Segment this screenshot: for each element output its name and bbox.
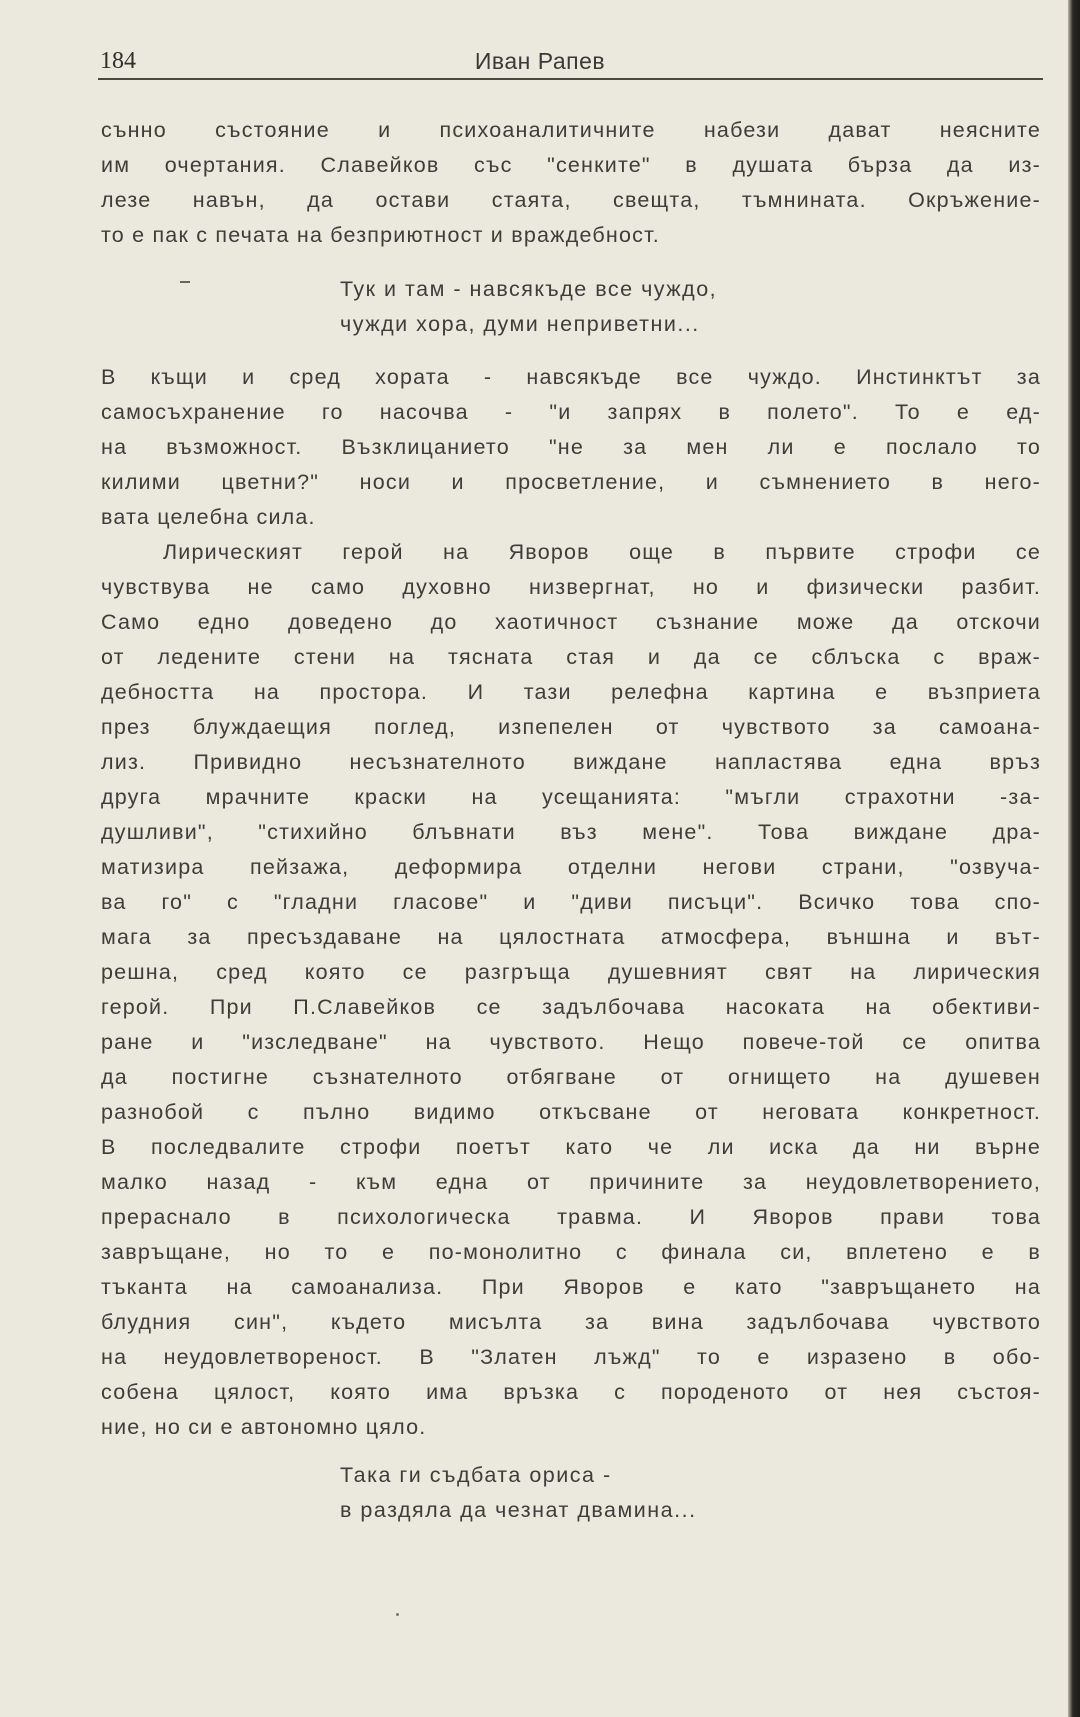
text-line: чувствува не само духовно низвергнат, но и физически разбит. <box>101 575 1041 599</box>
text-line: Така ги съдбата ориса - <box>340 1463 612 1487</box>
text-line: лиз. Привидно несъзнателното виждане напластява една връз <box>101 750 1041 774</box>
text-line: ва го" с "гладни гласове" и "диви писъци". Всичко това спо- <box>101 890 1041 914</box>
text-line: завръщане, но то е по-монолитно с финала си, вплетено е в <box>101 1240 1041 1264</box>
text-line: то е пак с печата на безприютност и враждебност. <box>101 223 660 247</box>
paragraph-2-and-3 <box>101 360 1041 1445</box>
paragraph-2 <box>101 360 1041 535</box>
header-rule <box>98 78 1043 80</box>
text-line: Само едно доведено до хаотичност съзнание може да отскочи <box>101 610 1041 634</box>
text-line: собена цялост, която има връзка с породеното от нея състоя- <box>101 1380 1041 1404</box>
text-line: В последвалите строфи поетът като че ли иска да ни върне <box>101 1135 1041 1159</box>
text-line: вата целебна сила. <box>101 505 316 529</box>
text-line: дебността на простора. И тази релефна картина е възприета <box>101 680 1041 704</box>
stray-mark <box>180 281 190 283</box>
text-line: лезе навън, да остави стаята, свещта, тъмнината. Окръжение- <box>101 188 1041 212</box>
text-line: малко назад - към една от причините за неудовлетворението, <box>101 1170 1041 1194</box>
text-line: решна, сред която се разгръща душевният свят на лирическия <box>101 960 1041 984</box>
text-line: душливи", "стихийно блъвнати въз мене". Това виждане дра- <box>101 820 1041 844</box>
text-line: блудния син", където мисълта за вина задълбочава чувството <box>101 1310 1041 1334</box>
text-line: на възможност. Възклицанието "не за мен ли е послало то <box>101 435 1041 459</box>
paragraph-3 <box>101 535 1041 1445</box>
verse-quote-1 <box>340 272 717 342</box>
text-line: сънно състояние и психоаналитичните набези дават неясните <box>101 118 1041 142</box>
text-line: мага за пресъздаване на цялостната атмосфера, външна и вът- <box>101 925 1041 949</box>
text-line: килими цветни?" носи и просветление, и съмнението в него- <box>101 470 1041 494</box>
text-line: герой. При П.Славейков се задълбочава насоката на обективи- <box>101 995 1041 1019</box>
text-line: разнобой с пълно видимо откъсване от неговата конкретност. <box>101 1100 1041 1124</box>
paragraph-1 <box>101 113 1041 253</box>
text-line: им очертания. Славейков със "сенките" в душата бърза да из- <box>101 153 1041 177</box>
text-line: ние, но си е автономно цяло. <box>101 1415 427 1439</box>
text-line: ране и "изследване" на чувството. Нещо повече-той се опитва <box>101 1030 1041 1054</box>
text-line: матизира пейзажа, деформира отделни негови страни, "озвуча- <box>101 855 1041 879</box>
page-number: 184 <box>100 48 136 74</box>
text-line: чужди хора, думи неприветни... <box>340 312 700 336</box>
text-line: Тук и там - навсякъде все чуждо, <box>340 277 718 301</box>
text-line: през блуждаещия поглед, изпепелен от чувството за самоана- <box>101 715 1041 739</box>
verse-quote-2 <box>340 1458 697 1528</box>
text-line: тъканта на самоанализа. При Яворов е като "завръщането на <box>101 1275 1041 1299</box>
book-spine-shadow <box>1068 0 1080 1717</box>
text-line: друга мрачните краски на усещанията: "мъгли страхотни -за- <box>101 785 1041 809</box>
text-line: самосъхранение го насочва - "и запрях в полето". То е ед- <box>101 400 1041 424</box>
running-head: Иван Рапев <box>474 48 606 74</box>
text-line: Лирическият герой на Яворов още в първите строфи се <box>163 540 1041 564</box>
text-line: в раздяла да чезнат двамина... <box>340 1498 697 1522</box>
text-line: В къщи и сред хората - навсякъде все чуждо. Инстинктът за <box>101 365 1041 389</box>
stray-dot <box>396 1613 399 1616</box>
text-line: на неудовлетвореност. В "Златен лъжд" то е изразено в обо- <box>101 1345 1041 1369</box>
text-line: от ледените стени на тясната стая и да се сблъска с враж- <box>101 645 1041 669</box>
text-line: прераснало в психологическа травма. И Яворов прави това <box>101 1205 1041 1229</box>
text-line: да постигне съзнателното отбягване от огнището на душевен <box>101 1065 1041 1089</box>
